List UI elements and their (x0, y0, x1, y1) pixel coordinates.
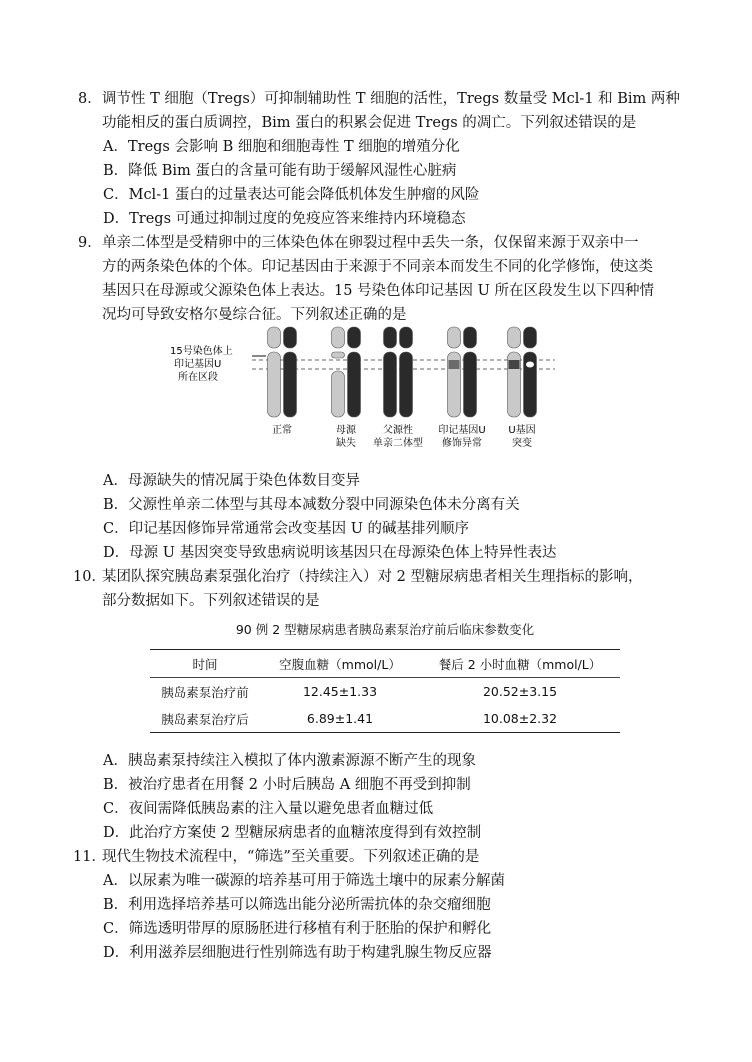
option-d[interactable]: D．此治疗方案使 2 型糖尿病患者的血糖浓度得到有效控制 (103, 825, 482, 841)
figure-caption: 突变 (512, 438, 532, 449)
chromosome (448, 327, 461, 417)
question-stem-line: 单亲二体型是受精卵中的三体染色体在卵裂过程中丢失一条，仅保留来源于双亲中一 (102, 235, 639, 251)
figure-caption: 母源 (336, 425, 356, 436)
question-stem-line: 现代生物技术流程中，“筛选”至关重要。下列叙述正确的是 (102, 849, 480, 865)
option-d[interactable]: D．利用滋养层细胞进行性别筛选有助于构建乳腺生物反应器 (103, 945, 492, 961)
figure-caption: U基因 (508, 425, 536, 436)
data-table-block (150, 619, 620, 733)
option-c[interactable]: C．夜间需降低胰岛素的注入量以避免患者血糖过低 (103, 801, 434, 817)
option-b[interactable]: B．降低 Bim 蛋白的含量可能有助于缓解风湿性心脏病 (103, 163, 457, 179)
option-c[interactable]: C．筛选透明带厚的原肠胚进行移植有利于胚胎的保护和孵化 (103, 921, 492, 937)
question-number: 11． (73, 849, 106, 865)
question-stem-line: 部分数据如下。下列叙述错误的是 (102, 593, 320, 609)
chromosome (268, 327, 281, 417)
figure-caption: 单亲二体型 (373, 438, 423, 449)
chromosome (348, 327, 361, 417)
option-c[interactable]: C．Mcl-1 蛋白的过量表达可能会降低机体发生肿瘤的风险 (103, 187, 480, 203)
figure-caption: 缺失 (336, 438, 356, 449)
figure-side-label: 15号染色体上 (170, 346, 233, 357)
table-header-cell: 时间 (192, 656, 218, 672)
question-number: 8． (78, 91, 102, 107)
question-number: 9． (78, 235, 102, 251)
figure-caption: 修饰异常 (442, 438, 482, 449)
table-row (150, 705, 620, 732)
table-cell: 20.52±3.15 (482, 684, 558, 699)
table-cell: 6.89±1.41 (306, 711, 374, 726)
question-stem-line: 况均可导致安格尔曼综合征。下列叙述正确的是 (102, 307, 407, 323)
option-b[interactable]: B．被治疗患者在用餐 2 小时后胰岛 A 细胞不再受到抑制 (103, 777, 471, 793)
question-stem-line: 某团队探究胰岛素泵强化治疗（持续注入）对 2 型糖尿病患者相关生理指标的影响， (102, 569, 643, 585)
table-cell: 10.08±2.32 (482, 711, 558, 726)
question-stem-line: 调节性 T 细胞（Tregs）可抑制辅助性 T 细胞的活性，Tregs 数量受 Mcl-1 和 Bim 两种 (102, 91, 680, 107)
chromosome (284, 327, 297, 417)
table-header-cell: 餐后 2 小时血糖（mmol/L） (438, 656, 602, 672)
option-a[interactable]: A．胰岛素泵持续注入模拟了体内激素源源不断产生的现象 (103, 753, 476, 769)
question-number: 10． (73, 569, 106, 585)
question-stem-line: 功能相反的蛋白质调控，Bim 蛋白的积累会促进 Tregs 的凋亡。下列叙述错误的是 (102, 115, 637, 131)
chromosome (384, 327, 397, 417)
figure-captions (272, 423, 536, 449)
table-bottom-rule (150, 732, 620, 733)
figure-caption: 印记基因U (438, 425, 486, 436)
table-header-row (150, 650, 620, 677)
option-a[interactable]: A．母源缺失的情况属于染色体数目变异 (103, 473, 360, 489)
option-d[interactable]: D．母源 U 基因突变导致患病说明该基因只在母源染色体上特异性表达 (103, 545, 557, 561)
table-cell: 胰岛素泵治疗后 (161, 711, 249, 727)
table-caption: 90 例 2 型糖尿病患者胰岛素泵治疗前后临床参数变化 (235, 622, 535, 637)
figure-caption: 父源性 (383, 425, 413, 436)
chromosome (508, 327, 521, 417)
chromosome (400, 327, 413, 417)
option-b[interactable]: B．父源性单亲二体型与其母本减数分裂中同源染色体未分离有关 (103, 497, 520, 513)
chromosome (464, 327, 477, 417)
question-stem-line: 基因只在母源或父源染色体上表达。15 号染色体印记基因 U 所在区段发生以下四种情 (102, 283, 654, 299)
option-a[interactable]: A．以尿素为唯一碳源的培养基可用于筛选土壤中的尿素分解菌 (103, 873, 505, 889)
option-d[interactable]: D．Tregs 可通过抑制过度的免疫应答来维持内环境稳态 (103, 211, 466, 227)
table-row (150, 678, 620, 705)
chromosome-figure (160, 325, 560, 453)
figure-side-label: 印记基因U (174, 359, 222, 370)
chromosome (332, 327, 345, 417)
glucose-table-body (150, 678, 620, 732)
table-header-cell: 空腹血糖（mmol/L） (279, 656, 401, 672)
figure-caption: 正常 (272, 425, 292, 436)
chromosome-pairs (268, 327, 537, 417)
option-c[interactable]: C．印记基因修饰异常通常会改变基因 U 的碱基排列顺序 (103, 521, 470, 537)
chromosome (524, 327, 537, 417)
question-stem-line: 方的两条染色体的个体。印记基因由于来源于不同亲本而发生不同的化学修饰，使这类 (102, 259, 653, 275)
table-cell: 胰岛素泵治疗前 (161, 684, 249, 700)
option-b[interactable]: B．利用选择培养基可以筛选出能分泌所需抗体的杂交瘤细胞 (103, 897, 491, 913)
table-cell: 12.45±1.33 (302, 684, 378, 699)
figure-side-label: 所在区段 (178, 372, 218, 383)
option-a[interactable]: A．Tregs 会影响 B 细胞和细胞毒性 T 细胞的增殖分化 (103, 139, 460, 155)
glucose-table (150, 650, 620, 677)
